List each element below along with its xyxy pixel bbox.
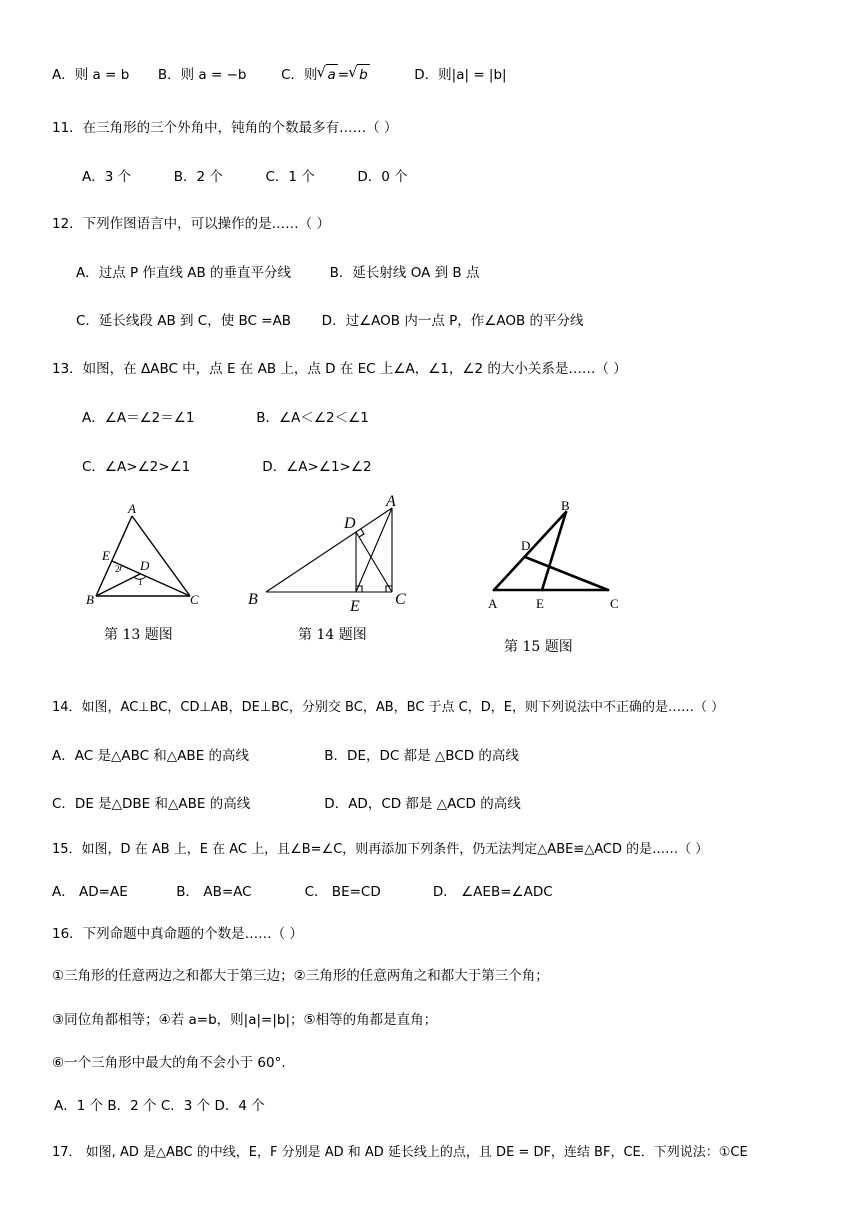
q14-option-b: B．DE，DC 都是 △BCD 的高线 <box>324 748 519 764</box>
segment-dc <box>356 532 392 592</box>
q12-option-d: D．过∠AOB 内一点 P，作∠AOB 的平分线 <box>321 313 584 329</box>
figure-13 <box>84 502 210 612</box>
q14-stem: 14．如图，AC⊥BC，CD⊥AB，DE⊥BC，分别交 BC，AB，BC 于点 C，D，E，则下列说法中不正确的是……（ ） <box>52 700 725 715</box>
label-b: B <box>86 592 94 607</box>
q11-option-b: B．2 个 <box>173 169 223 185</box>
label-e: E <box>536 596 544 611</box>
q11-option-a: A．3 个 <box>82 169 132 185</box>
q10-options-row <box>52 64 507 85</box>
segment-ec <box>112 561 190 596</box>
label-e: E <box>102 548 110 563</box>
q12-option-b: B．延长射线 OA 到 B 点 <box>329 265 480 281</box>
q11-stem: 11．在三角形的三个外角中，钝角的个数最多有……（ ） <box>52 120 398 136</box>
q14-options-ab <box>52 746 519 766</box>
q15-options <box>52 882 553 902</box>
q11-option-d: D．0 个 <box>357 169 408 185</box>
q12-options-cd <box>76 311 584 331</box>
q13-options-cd <box>82 457 372 477</box>
q15-option-b: B． AB=AC <box>176 884 252 900</box>
figure-14 <box>244 494 416 614</box>
label-b: B <box>561 498 570 513</box>
q10-option-a: A．则 a = b <box>52 67 130 83</box>
q13-option-c: C．∠A>∠2>∠1 <box>82 459 191 475</box>
label-c: C <box>610 596 619 611</box>
label-a: A <box>128 502 136 516</box>
q12-option-c: C．延长线段 AB 到 C，使 BC =AB <box>76 313 292 329</box>
label-b: B <box>248 591 258 608</box>
q15-option-a: A． AD=AE <box>52 884 128 900</box>
q13-option-d: D．∠A>∠1>∠2 <box>262 459 372 475</box>
segment-bd <box>96 574 140 596</box>
q13-option-a: A．∠A＝∠2＝∠1 <box>82 410 195 426</box>
q12-options-ab <box>76 263 479 283</box>
q13-option-b: B．∠A＜∠2＜∠1 <box>256 410 369 426</box>
q13-options-ab <box>82 408 369 428</box>
q14-option-d: D．AD，CD 都是 △ACD 的高线 <box>324 796 521 812</box>
q12-option-a: A．过点 P 作直线 AB 的垂直平分线 <box>76 265 292 281</box>
figure-15 <box>480 494 630 612</box>
q12-stem: 12．下列作图语言中，可以操作的是……（ ） <box>52 216 330 232</box>
sqrt-b: √ b <box>348 63 368 83</box>
label-a: A <box>488 596 498 611</box>
q15-option-c: C． BE=CD <box>304 884 381 900</box>
q16-options: A．1 个 B．2 个 C．3 个 D．4 个 <box>54 1098 265 1114</box>
q14-option-a: A．AC 是△ABC 和△ABE 的高线 <box>52 748 250 764</box>
label-angle-2: 2 <box>115 564 120 574</box>
q16-statements-1: ①三角形的任意两边之和都大于第三边；②三角形的任意两角之和都大于第三个角； <box>52 968 549 984</box>
figure-14-caption: 第 14 题图 <box>298 627 367 643</box>
q17-stem: 17． 如图, AD 是△ABC 的中线，E，F 分别是 AD 和 AD 延长线上的点，且 DE = DF，连结 BF，CE．下列说法：①CE <box>52 1145 748 1160</box>
q10-option-c: C．则 √ a= √ b <box>281 63 368 83</box>
q14-options-cd <box>52 794 521 814</box>
q11-options <box>82 167 408 187</box>
q10-option-d: D．则|a| = |b| <box>414 67 507 83</box>
q16-stem: 16．下列命题中真命题的个数是……（ ） <box>52 926 303 942</box>
label-d: D <box>140 558 150 573</box>
angle-2-arc <box>120 565 122 571</box>
label-e: E <box>350 598 360 614</box>
segment-dc <box>525 557 608 590</box>
label-c: C <box>190 592 199 607</box>
label-d: D <box>344 515 356 532</box>
figure-13-caption: 第 13 题图 <box>104 627 173 643</box>
right-angle-d <box>359 529 364 537</box>
q13-stem: 13．如图，在 ΔABC 中，点 E 在 AB 上，点 D 在 EC 上∠A，∠1，∠2 的大小关系是……（ ） <box>52 361 627 377</box>
q15-stem: 15．如图，D 在 AB 上，E 在 AC 上，且∠B=∠C，则再添加下列条件，仍无法判定△ABE≌△ACD 的是……（ ） <box>52 842 709 857</box>
q15-option-d: D． ∠AEB=∠ADC <box>432 884 553 900</box>
q16-statements-3: ⑥一个三角形中最大的角不会小于 60°. <box>52 1055 286 1071</box>
label-a: A <box>386 494 396 510</box>
label-d: D <box>521 538 531 553</box>
segment-ab <box>266 508 392 592</box>
label-c: C <box>395 591 406 608</box>
q16-statements-2: ③同位角都相等；④若 a=b，则|a|=|b|；⑤相等的角都是直角； <box>52 1012 438 1028</box>
figure-15-caption: 第 15 题图 <box>504 639 573 655</box>
label-angle-1: 1 <box>138 577 143 587</box>
q11-option-c: C．1 个 <box>265 169 315 185</box>
q10-option-b: B．则 a = −b <box>157 67 247 83</box>
q14-option-c: C．DE 是△DBE 和△ABE 的高线 <box>52 796 251 812</box>
sqrt-a: √ a <box>316 63 336 83</box>
